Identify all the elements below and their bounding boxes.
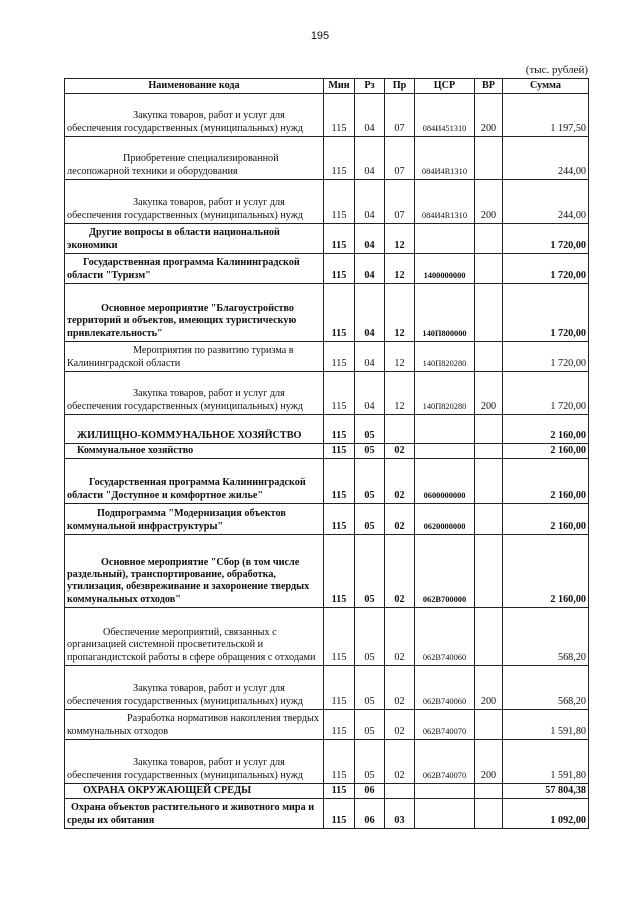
header-rz: Рз xyxy=(355,79,385,94)
row-vr xyxy=(475,799,503,829)
row-sum: 1 591,80 xyxy=(503,710,589,740)
row-sum: 1 720,00 xyxy=(503,254,589,284)
table-row xyxy=(65,504,589,535)
row-rz: 04 xyxy=(355,137,385,180)
row-name: Разработка нормативов накопления твердых коммунальных отходов xyxy=(65,710,324,740)
row-csr xyxy=(415,799,475,829)
row-csr: 140П820280 xyxy=(415,372,475,415)
row-csr xyxy=(415,224,475,254)
row-csr: 140П820280 xyxy=(415,342,475,372)
row-vr xyxy=(475,784,503,799)
row-vr: 200 xyxy=(475,372,503,415)
row-pr xyxy=(385,415,415,444)
row-rz: 05 xyxy=(355,740,385,784)
row-name: Охрана объектов растительного и животного мира и среды их обитания xyxy=(65,799,324,829)
row-vr xyxy=(475,444,503,459)
row-name: Мероприятия по развитию туризма в Калининградской области xyxy=(65,342,324,372)
row-vr xyxy=(475,504,503,535)
header-min: Мин xyxy=(324,79,355,94)
row-name: ЖИЛИЩНО-КОММУНАЛЬНОЕ ХОЗЯЙСТВО xyxy=(65,415,324,444)
row-min: 115 xyxy=(324,94,355,137)
table-row xyxy=(65,710,589,740)
row-vr xyxy=(475,710,503,740)
row-vr xyxy=(475,608,503,666)
row-rz: 05 xyxy=(355,666,385,710)
row-pr: 02 xyxy=(385,444,415,459)
page-number: 195 xyxy=(310,30,330,42)
row-min: 115 xyxy=(324,799,355,829)
row-sum: 2 160,00 xyxy=(503,415,589,444)
row-csr xyxy=(415,415,475,444)
row-sum: 2 160,00 xyxy=(503,504,589,535)
row-name: Закупка товаров, работ и услуг для обеспечения государственных (муниципальных) нужд xyxy=(65,740,324,784)
row-min: 115 xyxy=(324,710,355,740)
row-sum: 2 160,00 xyxy=(503,535,589,608)
row-csr: 062В740070 xyxy=(415,740,475,784)
row-rz: 05 xyxy=(355,535,385,608)
row-pr: 02 xyxy=(385,710,415,740)
row-sum: 244,00 xyxy=(503,137,589,180)
table-row xyxy=(65,799,589,829)
row-min: 115 xyxy=(324,740,355,784)
row-name: Закупка товаров, работ и услуг для обеспечения государственных (муниципальных) нужд xyxy=(65,666,324,710)
row-vr: 200 xyxy=(475,180,503,224)
row-rz: 04 xyxy=(355,94,385,137)
row-min: 115 xyxy=(324,666,355,710)
budget-table xyxy=(64,78,589,829)
row-csr xyxy=(415,444,475,459)
table-row xyxy=(65,94,589,137)
row-vr: 200 xyxy=(475,666,503,710)
row-name: Приобретение специализированной лесопожарной техники и оборудования xyxy=(65,137,324,180)
row-pr: 02 xyxy=(385,504,415,535)
row-csr: 1400000000 xyxy=(415,254,475,284)
row-pr: 12 xyxy=(385,342,415,372)
row-vr xyxy=(475,284,503,342)
row-pr: 12 xyxy=(385,284,415,342)
row-csr: 0620000000 xyxy=(415,504,475,535)
row-min: 115 xyxy=(324,372,355,415)
row-rz: 04 xyxy=(355,254,385,284)
row-sum: 1 720,00 xyxy=(503,224,589,254)
row-sum: 1 591,80 xyxy=(503,740,589,784)
row-csr: 084И4R1310 xyxy=(415,137,475,180)
row-sum: 1 720,00 xyxy=(503,342,589,372)
row-pr: 12 xyxy=(385,254,415,284)
row-rz: 05 xyxy=(355,415,385,444)
row-name: Подпрограмма "Модернизация объектов коммунальной инфраструктуры" xyxy=(65,504,324,535)
row-min: 115 xyxy=(324,504,355,535)
table-row xyxy=(65,254,589,284)
row-pr: 02 xyxy=(385,666,415,710)
header-name: Наименование кода xyxy=(65,79,324,94)
row-csr: 062В740070 xyxy=(415,710,475,740)
row-rz: 05 xyxy=(355,504,385,535)
row-rz: 04 xyxy=(355,284,385,342)
row-pr: 03 xyxy=(385,799,415,829)
row-name: ОХРАНА ОКРУЖАЮЩЕЙ СРЕДЫ xyxy=(65,784,324,799)
row-name: Основное мероприятие "Благоустройство территорий и объектов, имеющих туристическую привлекательность" xyxy=(65,284,324,342)
row-csr: 062В740060 xyxy=(415,666,475,710)
table-row xyxy=(65,372,589,415)
row-sum: 244,00 xyxy=(503,180,589,224)
row-min: 115 xyxy=(324,180,355,224)
table-row xyxy=(65,666,589,710)
row-vr xyxy=(475,342,503,372)
row-csr: 0600000000 xyxy=(415,459,475,504)
row-pr: 07 xyxy=(385,94,415,137)
row-name: Закупка товаров, работ и услуг для обеспечения государственных (муниципальных) нужд xyxy=(65,180,324,224)
row-rz: 05 xyxy=(355,608,385,666)
row-rz: 05 xyxy=(355,444,385,459)
header-csr: ЦСР xyxy=(415,79,475,94)
row-rz: 06 xyxy=(355,799,385,829)
row-pr: 12 xyxy=(385,224,415,254)
table-row xyxy=(65,444,589,459)
row-name: Государственная программа Калининградской области "Туризм" xyxy=(65,254,324,284)
table-row xyxy=(65,224,589,254)
row-min: 115 xyxy=(324,608,355,666)
row-csr xyxy=(415,784,475,799)
row-pr: 12 xyxy=(385,372,415,415)
table-row xyxy=(65,180,589,224)
row-rz: 06 xyxy=(355,784,385,799)
row-vr: 200 xyxy=(475,94,503,137)
row-name: Государственная программа Калининградской области "Доступное и комфортное жилье" xyxy=(65,459,324,504)
table-row xyxy=(65,137,589,180)
row-csr: 062В740060 xyxy=(415,608,475,666)
row-min: 115 xyxy=(324,415,355,444)
row-name: Основное мероприятие "Сбор (в том числе раздельный), транспортирование, обработка, утилизация, обезвреживание и захоронение твердых коммунальных отходов" xyxy=(65,535,324,608)
row-vr xyxy=(475,415,503,444)
row-vr xyxy=(475,254,503,284)
row-csr: 062В700000 xyxy=(415,535,475,608)
row-rz: 04 xyxy=(355,224,385,254)
row-pr: 02 xyxy=(385,535,415,608)
row-pr: 07 xyxy=(385,180,415,224)
row-name: Коммунальное хозяйство xyxy=(65,444,324,459)
row-sum: 1 092,00 xyxy=(503,799,589,829)
row-min: 115 xyxy=(324,224,355,254)
header-vr: ВР xyxy=(475,79,503,94)
units-label: (тыс. рублей) xyxy=(525,64,588,76)
table-row xyxy=(65,535,589,608)
row-csr: 084И4R1310 xyxy=(415,180,475,224)
row-name: Другие вопросы в области национальной экономики xyxy=(65,224,324,254)
row-min: 115 xyxy=(324,535,355,608)
row-sum: 57 804,38 xyxy=(503,784,589,799)
row-pr: 02 xyxy=(385,608,415,666)
row-min: 115 xyxy=(324,444,355,459)
row-vr xyxy=(475,459,503,504)
table-row xyxy=(65,284,589,342)
row-min: 115 xyxy=(324,459,355,504)
row-rz: 05 xyxy=(355,459,385,504)
row-csr: 140П800000 xyxy=(415,284,475,342)
row-sum: 568,20 xyxy=(503,666,589,710)
row-sum: 1 197,50 xyxy=(503,94,589,137)
row-rz: 04 xyxy=(355,372,385,415)
row-name: Обеспечение мероприятий, связанных с организацией системной просветительской и пропагандистской работы в сфере обращения с отходами xyxy=(65,608,324,666)
row-rz: 04 xyxy=(355,342,385,372)
row-pr: 02 xyxy=(385,459,415,504)
table-row xyxy=(65,415,589,444)
row-vr: 200 xyxy=(475,740,503,784)
table-row xyxy=(65,608,589,666)
row-sum: 1 720,00 xyxy=(503,372,589,415)
row-sum: 1 720,00 xyxy=(503,284,589,342)
header-sum: Сумма xyxy=(503,79,589,94)
table-row xyxy=(65,459,589,504)
header-pr: Пр xyxy=(385,79,415,94)
table-row xyxy=(65,740,589,784)
table-row xyxy=(65,784,589,799)
row-name: Закупка товаров, работ и услуг для обеспечения государственных (муниципальных) нужд xyxy=(65,94,324,137)
row-vr xyxy=(475,137,503,180)
table-header-row xyxy=(65,79,589,94)
row-sum: 2 160,00 xyxy=(503,444,589,459)
row-sum: 568,20 xyxy=(503,608,589,666)
row-rz: 05 xyxy=(355,710,385,740)
row-min: 115 xyxy=(324,284,355,342)
row-min: 115 xyxy=(324,137,355,180)
row-pr: 02 xyxy=(385,740,415,784)
row-min: 115 xyxy=(324,342,355,372)
row-min: 115 xyxy=(324,784,355,799)
row-pr: 07 xyxy=(385,137,415,180)
row-csr: 084И451310 xyxy=(415,94,475,137)
row-min: 115 xyxy=(324,254,355,284)
row-vr xyxy=(475,535,503,608)
row-pr xyxy=(385,784,415,799)
row-sum: 2 160,00 xyxy=(503,459,589,504)
row-rz: 04 xyxy=(355,180,385,224)
row-name: Закупка товаров, работ и услуг для обеспечения государственных (муниципальных) нужд xyxy=(65,372,324,415)
row-vr xyxy=(475,224,503,254)
table-row xyxy=(65,342,589,372)
